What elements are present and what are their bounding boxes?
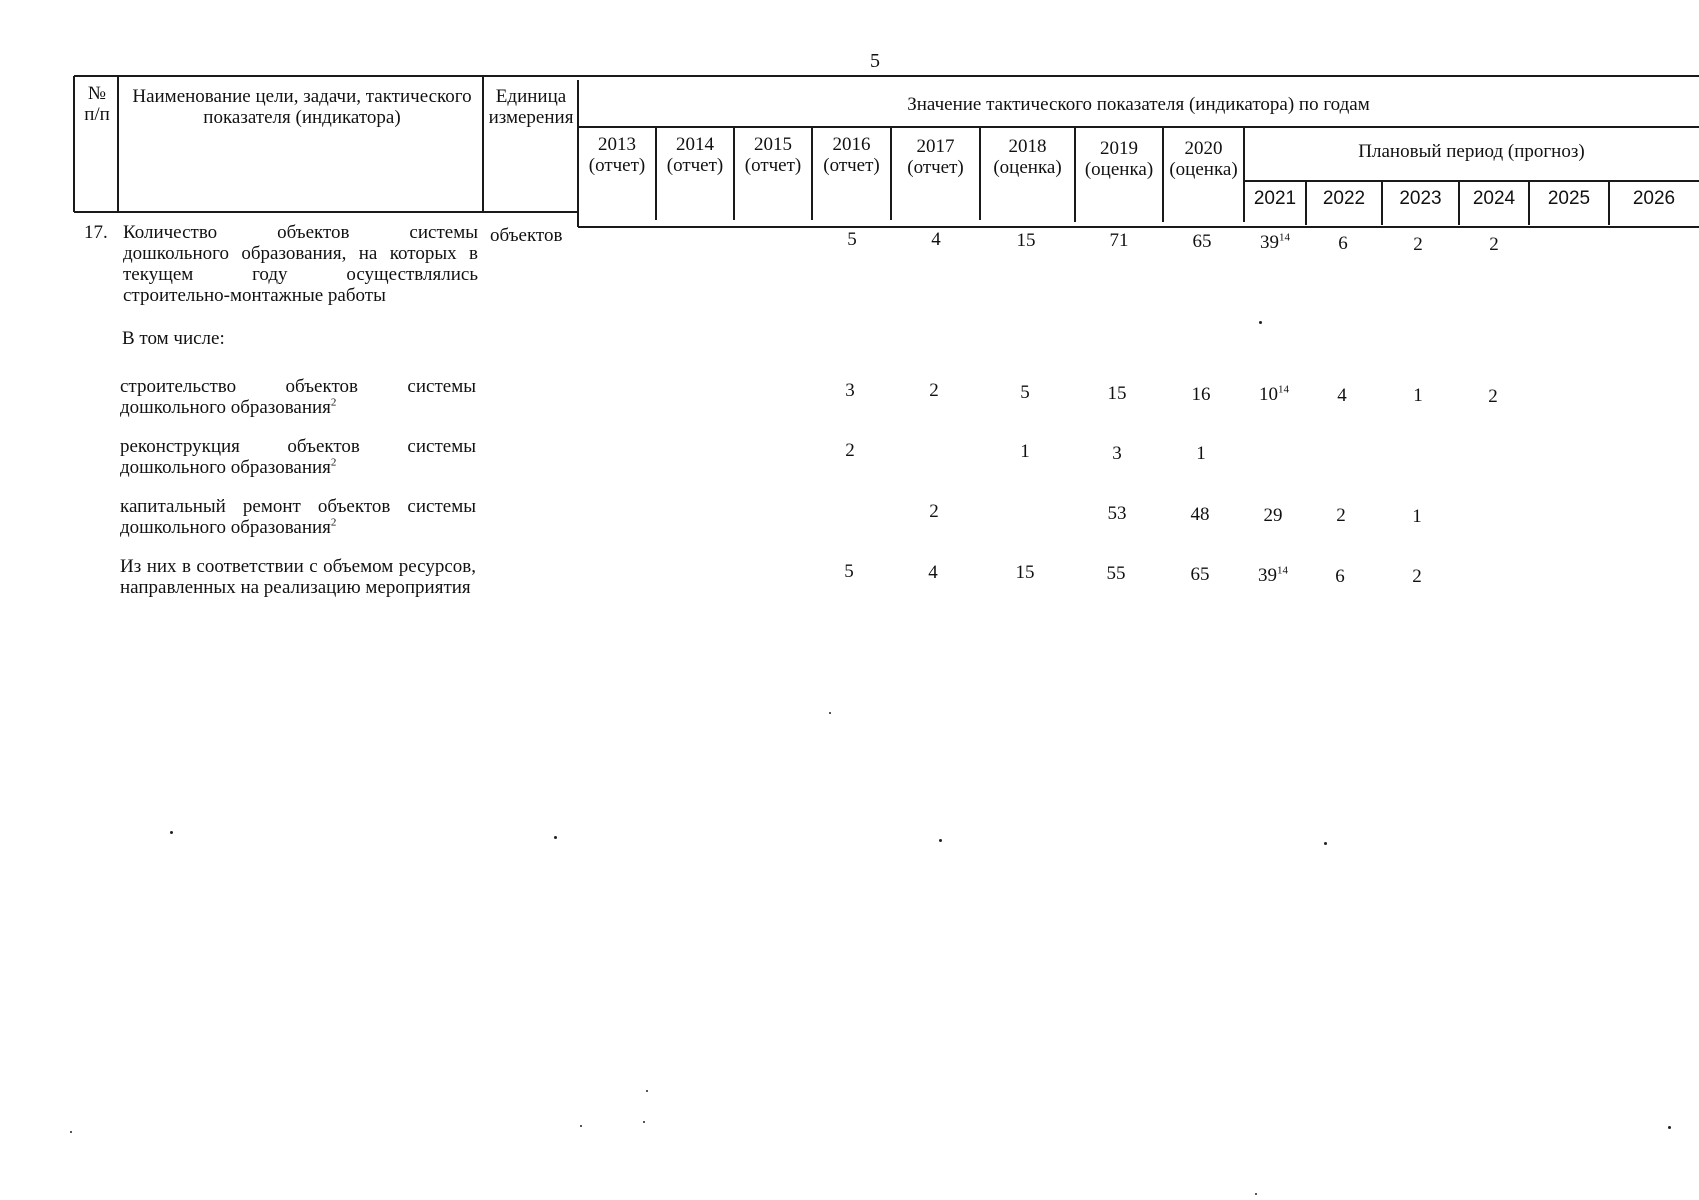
value-2018: 1 <box>1020 441 1030 462</box>
value-2017: 2 <box>929 380 939 401</box>
scan-speck <box>580 1125 582 1127</box>
plan-year-2023: 2023 <box>1399 188 1442 209</box>
value-2020: 65 <box>1190 564 1210 585</box>
scan-speck <box>646 1090 648 1092</box>
scan-speck <box>1255 1193 1257 1195</box>
value-2021: $39^{14}$ <box>1258 564 1288 586</box>
value-2024: 2 <box>1489 234 1499 255</box>
header-name: Наименование цели, задачи, тактического показателя (индикатора) <box>132 86 472 128</box>
header-number: № п/п <box>84 83 110 125</box>
subheading: В том числе: <box>122 328 225 349</box>
value-2023: 2 <box>1413 234 1423 255</box>
value-2021: 29 <box>1263 505 1283 526</box>
row-name: капитальный ремонт объектов системы дошкольного образования$^2$ <box>120 496 476 538</box>
year-header-2013: 2013 (отчет) <box>588 134 646 176</box>
scan-speck <box>1259 321 1262 324</box>
value-2017: 2 <box>929 501 939 522</box>
value-2022: 6 <box>1338 233 1348 254</box>
value-2019: 55 <box>1106 563 1126 584</box>
row-name: строительство объектов системы дошкольного образования$^2$ <box>120 376 476 418</box>
value-2019: 15 <box>1107 383 1127 404</box>
year-header-2016: 2016 (отчет) <box>823 134 880 176</box>
scan-speck <box>829 712 831 714</box>
value-2016: 5 <box>844 561 854 582</box>
value-2019: 53 <box>1107 503 1127 524</box>
value-2017: 4 <box>931 229 941 250</box>
plan-year-2026: 2026 <box>1632 188 1676 209</box>
scan-speck <box>1668 1126 1671 1129</box>
value-2019: 3 <box>1112 443 1122 464</box>
value-2018: 5 <box>1020 382 1030 403</box>
value-2023: 1 <box>1413 385 1423 406</box>
year-header-2014: 2014 (отчет) <box>666 134 724 176</box>
value-2016: 3 <box>845 380 855 401</box>
year-header-2020: 2020 (оценка) <box>1169 138 1238 180</box>
value-2021: $10^{14}$ <box>1259 383 1289 405</box>
plan-year-2021: 2021 <box>1253 188 1297 209</box>
row-unit: объектов <box>490 225 563 246</box>
page-number: 5 <box>870 50 880 72</box>
value-2018: 15 <box>1015 562 1035 583</box>
value-2022: 6 <box>1335 566 1345 587</box>
header-values-group: Значение тактического показателя (индикатора) по годам <box>907 94 1370 115</box>
scan-speck <box>1324 842 1327 845</box>
scan-speck <box>170 831 173 834</box>
value-2016: 5 <box>847 229 857 250</box>
row-name: Из них в соответствии с объемом ресурсов, направленных на реализацию мероприятия <box>120 556 476 598</box>
row-number: 17. <box>84 222 108 243</box>
value-2020: 1 <box>1196 443 1206 464</box>
value-2024: 2 <box>1488 386 1498 407</box>
header-unit: Единица измерения <box>488 86 574 128</box>
scan-speck <box>554 836 557 839</box>
value-2018: 15 <box>1016 230 1036 251</box>
row-name: Количество объектов системы дошкольного образования, на которых в текущем году осуществлялись строительно-монтажные работы <box>123 222 478 306</box>
value-2020: 16 <box>1191 384 1211 405</box>
year-header-2019: 2019 (оценка) <box>1084 138 1154 180</box>
value-2017: 4 <box>928 562 938 583</box>
row-name: реконструкция объектов системы дошкольного образования$^2$ <box>120 436 476 478</box>
value-2019: 71 <box>1109 230 1129 251</box>
scan-speck <box>643 1121 645 1123</box>
plan-year-2024: 2024 <box>1472 188 1516 209</box>
value-2016: 2 <box>845 440 855 461</box>
value-2020: 48 <box>1190 504 1210 525</box>
value-2021: $39^{14}$ <box>1260 231 1290 253</box>
value-2022: 2 <box>1336 505 1346 526</box>
year-header-2017: 2017 (отчет) <box>907 136 964 178</box>
value-2022: 4 <box>1337 385 1347 406</box>
scan-speck <box>70 1131 72 1133</box>
value-2023: 2 <box>1412 566 1422 587</box>
year-header-2015: 2015 (отчет) <box>744 134 802 176</box>
plan-year-2025: 2025 <box>1547 188 1591 209</box>
plan-year-2022: 2022 <box>1322 188 1366 209</box>
year-header-2018: 2018 (оценка) <box>993 136 1062 178</box>
value-2020: 65 <box>1192 231 1212 252</box>
value-2023: 1 <box>1412 506 1422 527</box>
plan-period-header: Плановый период (прогноз) <box>1358 141 1585 162</box>
scan-speck <box>939 839 942 842</box>
